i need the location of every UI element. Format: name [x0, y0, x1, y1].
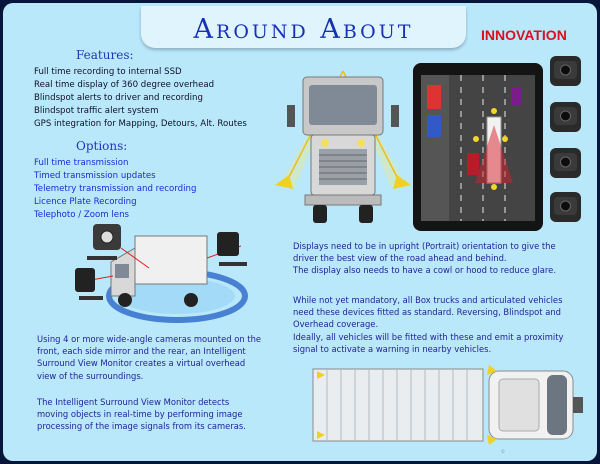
- page-title: Around About: [193, 14, 414, 45]
- options-list: [34, 157, 196, 222]
- option-item: Timed transmission updates: [34, 171, 156, 181]
- poster-panel: [3, 3, 597, 461]
- truck-top-view-illustration: [303, 363, 593, 447]
- text-line: signal to activate a warning in nearby vehicles.: [293, 343, 492, 354]
- text-line: Displays need to be in upright (Portrait) orientation to give the: [293, 241, 556, 251]
- camera-module-icon: [548, 53, 583, 89]
- option-item: Full time transmission: [34, 158, 129, 168]
- option-item: Licence Plate Recording: [34, 197, 137, 207]
- text-line: The display also needs to have a cowl or hood to reduce glare.: [293, 265, 556, 276]
- title-tab: [141, 6, 466, 48]
- surround-monitor-paragraph: [37, 333, 261, 382]
- mandatory-fitting-paragraph: [293, 294, 564, 355]
- object-detection-paragraph: [37, 396, 246, 433]
- text-line: front, each side mirror and the rear, an Intelligent: [37, 346, 246, 357]
- text-line: Using 4 or more wide-angle cameras mounted on the: [37, 334, 262, 344]
- features-list: [34, 66, 247, 131]
- options-heading: Options:: [76, 139, 128, 153]
- text-line: While not yet mandatory, all Box trucks and articulated vehicles: [293, 295, 563, 305]
- text-line: moving objects in real-time by performing image: [37, 409, 243, 420]
- feature-item: Full time recording to internal SSD: [34, 67, 182, 77]
- text-line: processing of the image signals from its cameras.: [37, 421, 246, 432]
- text-line: Ideally, all vehicles will be fitted with these and emit a proximity: [293, 331, 564, 342]
- tablet-display-illustration: [413, 63, 543, 231]
- text-line: need these devices fitted as standard. Reversing, Blindspot and: [293, 307, 561, 318]
- truck-front-illustration: [275, 63, 411, 233]
- option-item: Telephoto / Zoom lens: [34, 210, 130, 220]
- surround-view-truck-illustration: [73, 218, 273, 328]
- feature-item: Real time display of 360 degree overhead: [34, 80, 215, 90]
- text-line: view of the surroundings.: [37, 370, 144, 381]
- feature-item: GPS integration for Mapping, Detours, Alt. Routes: [34, 119, 247, 129]
- text-line: driver the best view of the road ahead and behind.: [293, 253, 507, 264]
- option-item: Telemetry transmission and recording: [34, 184, 197, 194]
- features-heading: Features:: [76, 48, 134, 62]
- text-line: Surround View Monitor creates a virtual overhead: [37, 358, 246, 369]
- innovation-badge: INNOVATION: [481, 27, 567, 43]
- copyright-note: ©: [501, 449, 505, 454]
- display-orientation-paragraph: [293, 240, 556, 277]
- feature-item: Blindspot traffic alert system: [34, 106, 159, 116]
- text-line: The Intelligent Surround View Monitor detects: [37, 397, 230, 407]
- tablet-screen: [421, 75, 535, 221]
- feature-item: Blindspot alerts to driver and recording: [34, 93, 203, 103]
- camera-module-icon: [548, 145, 583, 181]
- text-line: Overhead coverage.: [293, 319, 379, 330]
- camera-module-icon: [548, 99, 583, 135]
- camera-module-icon: [548, 189, 583, 225]
